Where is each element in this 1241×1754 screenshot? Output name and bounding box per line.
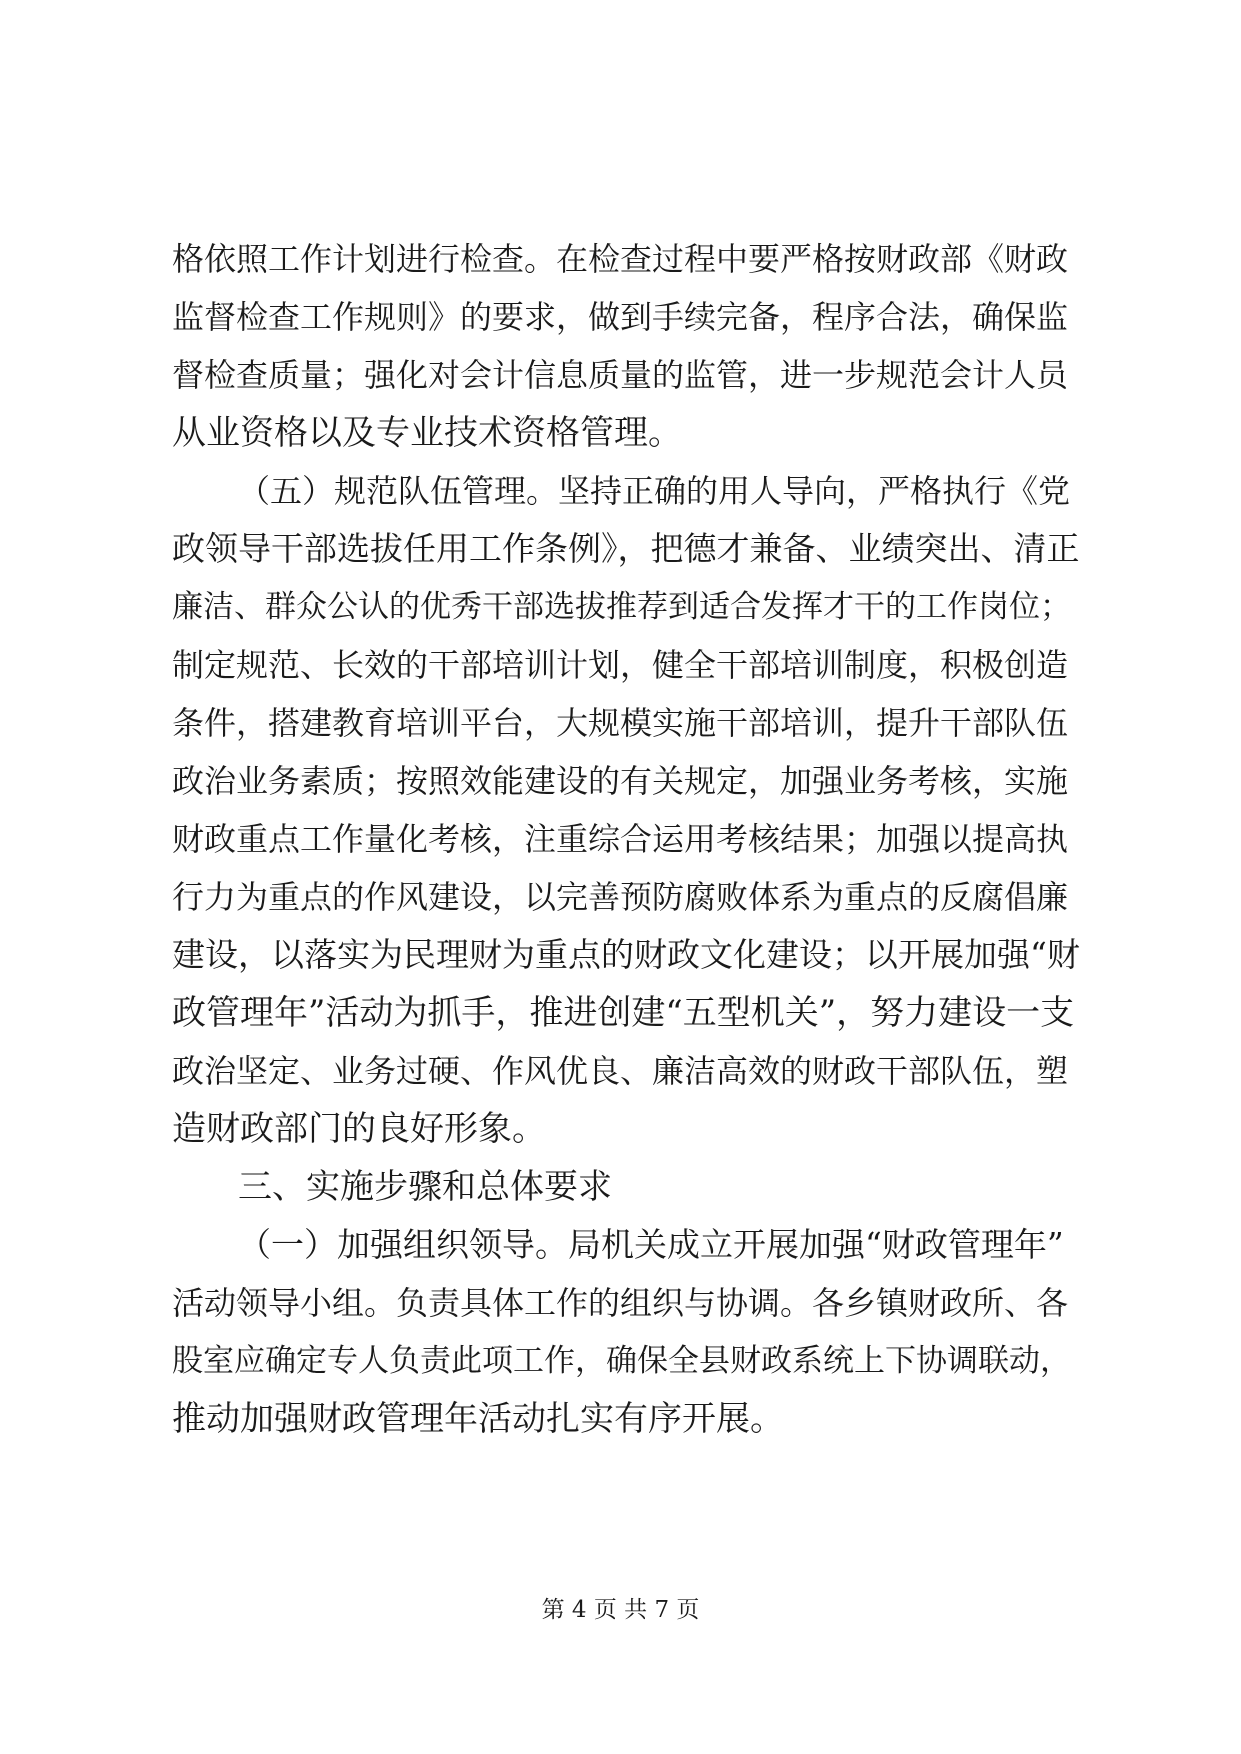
text-line: 条件，搭建教育培训平台，大规模实施干部培训，提升干部队伍: [172, 704, 1069, 742]
text-line: 政治业务素质；按照效能建设的有关规定，加强业务考核，实施: [172, 762, 1069, 800]
text-line: 政领导干部选拔任用工作条例》，把德才兼备、业绩突出、清正: [172, 529, 1080, 568]
section-heading-5: （五）规范队伍管理。坚持正确的用人导向，严格执行《党: [238, 472, 1071, 510]
text-line: 建设，以落实为民理财为重点的财政文化建设；以开展加强“财: [172, 935, 1080, 974]
text-line: 造财政部门的良好形象。: [172, 1109, 546, 1149]
text-line: 财政重点工作量化考核，注重综合运用考核结果；加强以提高执: [172, 820, 1069, 858]
page-number-footer: 第 4 页 共 7 页: [541, 1597, 700, 1623]
text-line: 监督检查工作规则》的要求，做到手续完备，程序合法，确保监: [172, 298, 1069, 336]
text-line: 股室应确定专人负责此项工作，确保全县财政系统上下协调联动，: [172, 1343, 1071, 1379]
text-line: 政管理年”活动为抓手，推进创建“五型机关”，努力建设一支: [172, 993, 1075, 1033]
text-line: 格依照工作计划进行检查。在检查过程中要严格按财政部《财政: [172, 240, 1069, 278]
text-line: 推动加强财政管理年活动扎实有序开展。: [172, 1399, 784, 1439]
text-line: 督检查质量；强化对会计信息质量的监管，进一步规范会计人员: [172, 356, 1069, 394]
section-heading-3: 三、实施步骤和总体要求: [238, 1167, 612, 1207]
subsection-heading-1: （一）加强组织领导。局机关成立开展加强“财政管理年”: [238, 1225, 1064, 1264]
text-line: 从业资格以及专业技术资格管理。: [172, 413, 682, 453]
text-line: 行力为重点的作风建设，以完善预防腐败体系为重点的反腐倡廉: [172, 878, 1069, 916]
text-line: 制定规范、长效的干部培训计划，健全干部培训制度，积极创造: [172, 646, 1069, 684]
text-line: 廉洁、群众公认的优秀干部选拔推荐到适合发挥才干的工作岗位；: [172, 589, 1071, 625]
text-line: 政治坚定、业务过硬、作风优良、廉洁高效的财政干部队伍，塑: [172, 1052, 1069, 1090]
text-line: 活动领导小组。负责具体工作的组织与协调。各乡镇财政所、各: [172, 1284, 1069, 1322]
